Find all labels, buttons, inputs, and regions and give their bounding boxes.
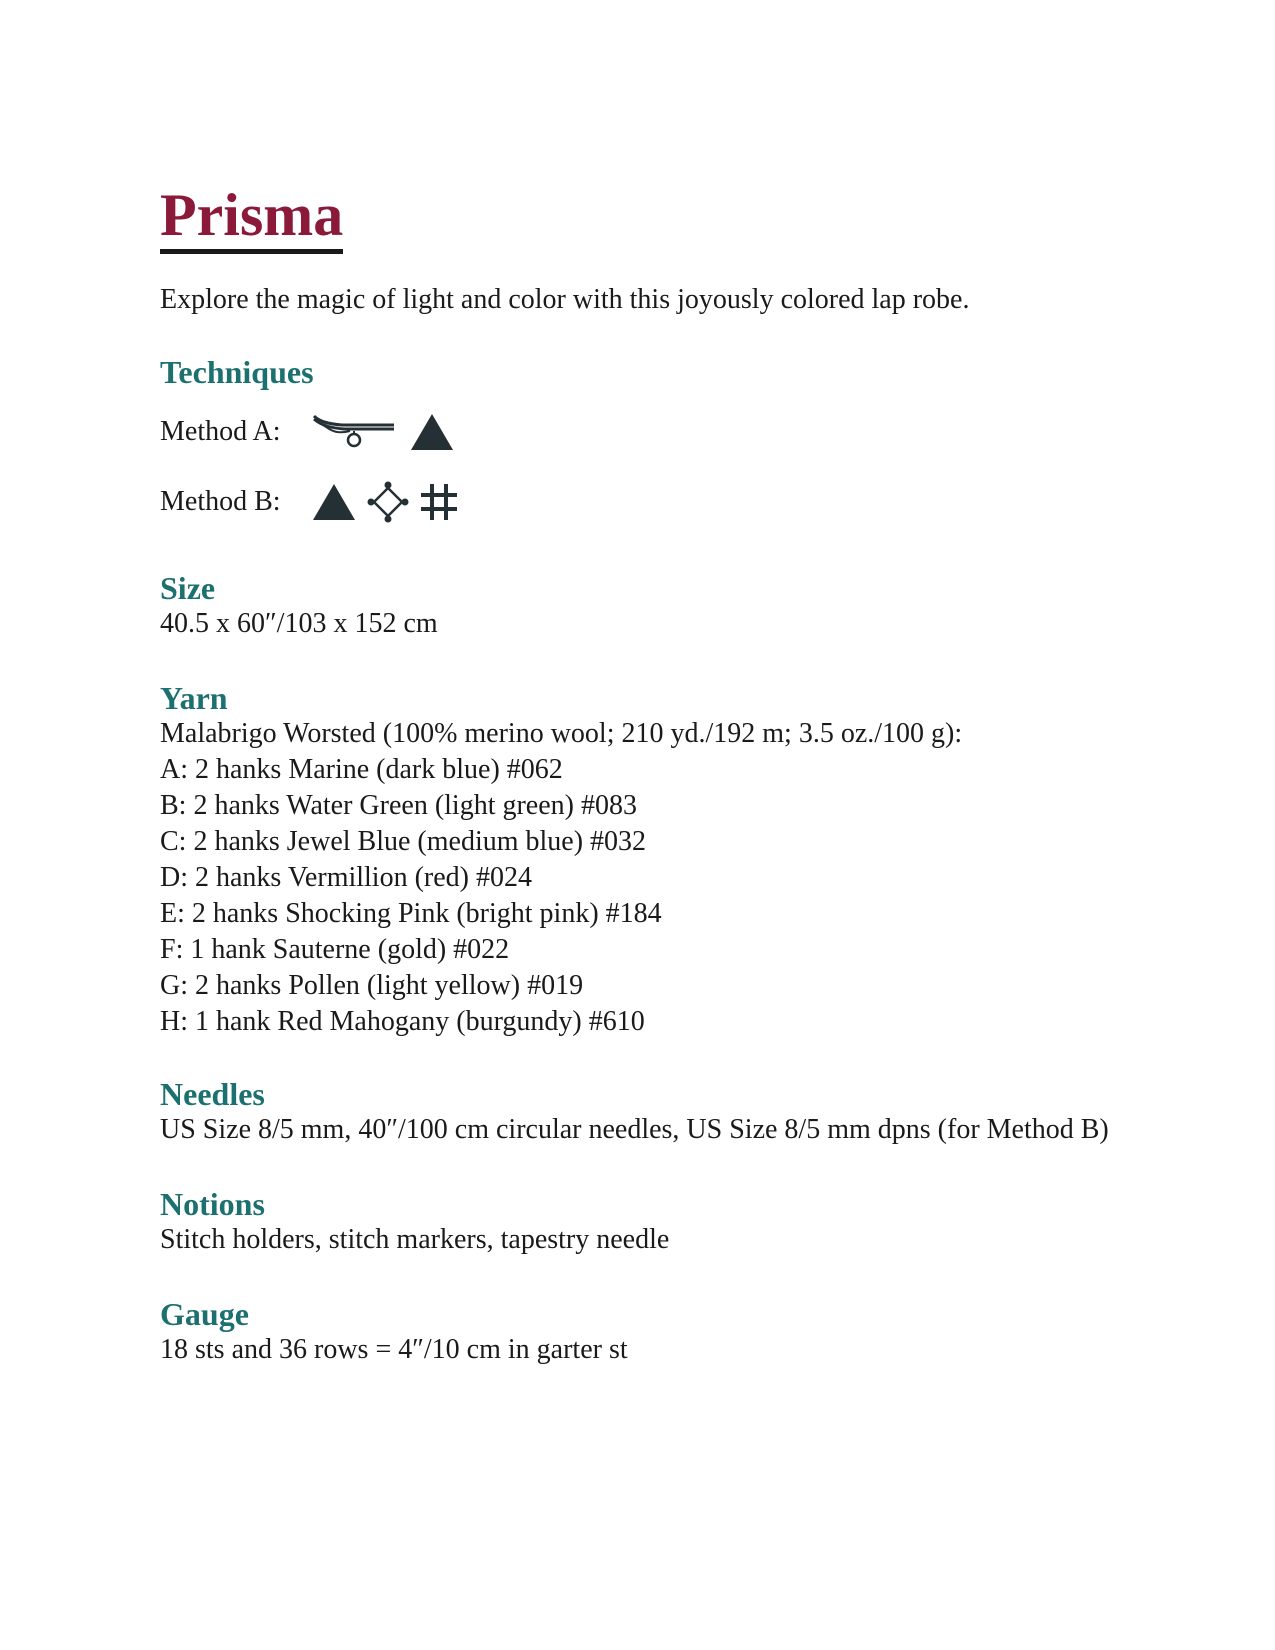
list-item: F: 1 hank Sauterne (gold) #022 [160,934,510,965]
compass-diamond-icon [366,480,410,524]
list-item: C: 2 hanks Jewel Blue (medium blue) #032 [160,826,647,857]
gauge-section [160,1296,1120,1368]
method-a-row [160,404,1120,460]
list-item: B: 2 hanks Water Green (light green) #083 [160,790,637,821]
triangle-icon [310,481,358,523]
list-item: A: 2 hanks Marine (dark blue) #062 [160,754,563,785]
list-item: E: 2 hanks Shocking Pink (bright pink) #184 [160,898,662,929]
method-b-label: Method B: [160,486,281,517]
needles-heading: Needles [160,1076,265,1112]
hash-grid-icon [418,480,460,524]
size-text: 40.5 x 60″/103 x 152 cm [160,608,438,639]
method-a-label: Method A: [160,416,281,447]
yarn-section [160,680,1120,1040]
yarn-heading: Yarn [160,680,228,716]
needle-icon [310,410,400,454]
needles-section [160,1076,1120,1148]
pattern-content [160,183,1120,1368]
techniques-section [160,354,1120,530]
techniques-heading: Techniques [160,354,314,390]
notions-text: Stitch holders, stitch markers, tapestry needle [160,1224,670,1255]
triangle-icon [408,411,456,453]
notions-section [160,1186,1120,1258]
pattern-intro: Explore the magic of light and color with this joyously colored lap robe. [160,284,970,315]
size-heading: Size [160,570,216,606]
size-section [160,570,1120,642]
method-b-row [160,474,1120,530]
needles-text: US Size 8/5 mm, 40″/100 cm circular needles, US Size 8/5 mm dpns (for Method B) [160,1114,1109,1145]
list-item: H: 1 hank Red Mahogany (burgundy) #610 [160,1006,645,1037]
notions-heading: Notions [160,1186,265,1222]
list-item: G: 2 hanks Pollen (light yellow) #019 [160,970,584,1001]
gauge-text: 18 sts and 36 rows = 4″/10 cm in garter st [160,1334,628,1365]
yarn-intro: Malabrigo Worsted (100% merino wool; 210 yd./192 m; 3.5 oz./100 g): [160,718,963,749]
gauge-heading: Gauge [160,1296,249,1332]
list-item: D: 2 hanks Vermillion (red) #024 [160,862,532,893]
yarn-list [160,752,1120,1040]
pattern-title: Prisma [160,183,343,254]
